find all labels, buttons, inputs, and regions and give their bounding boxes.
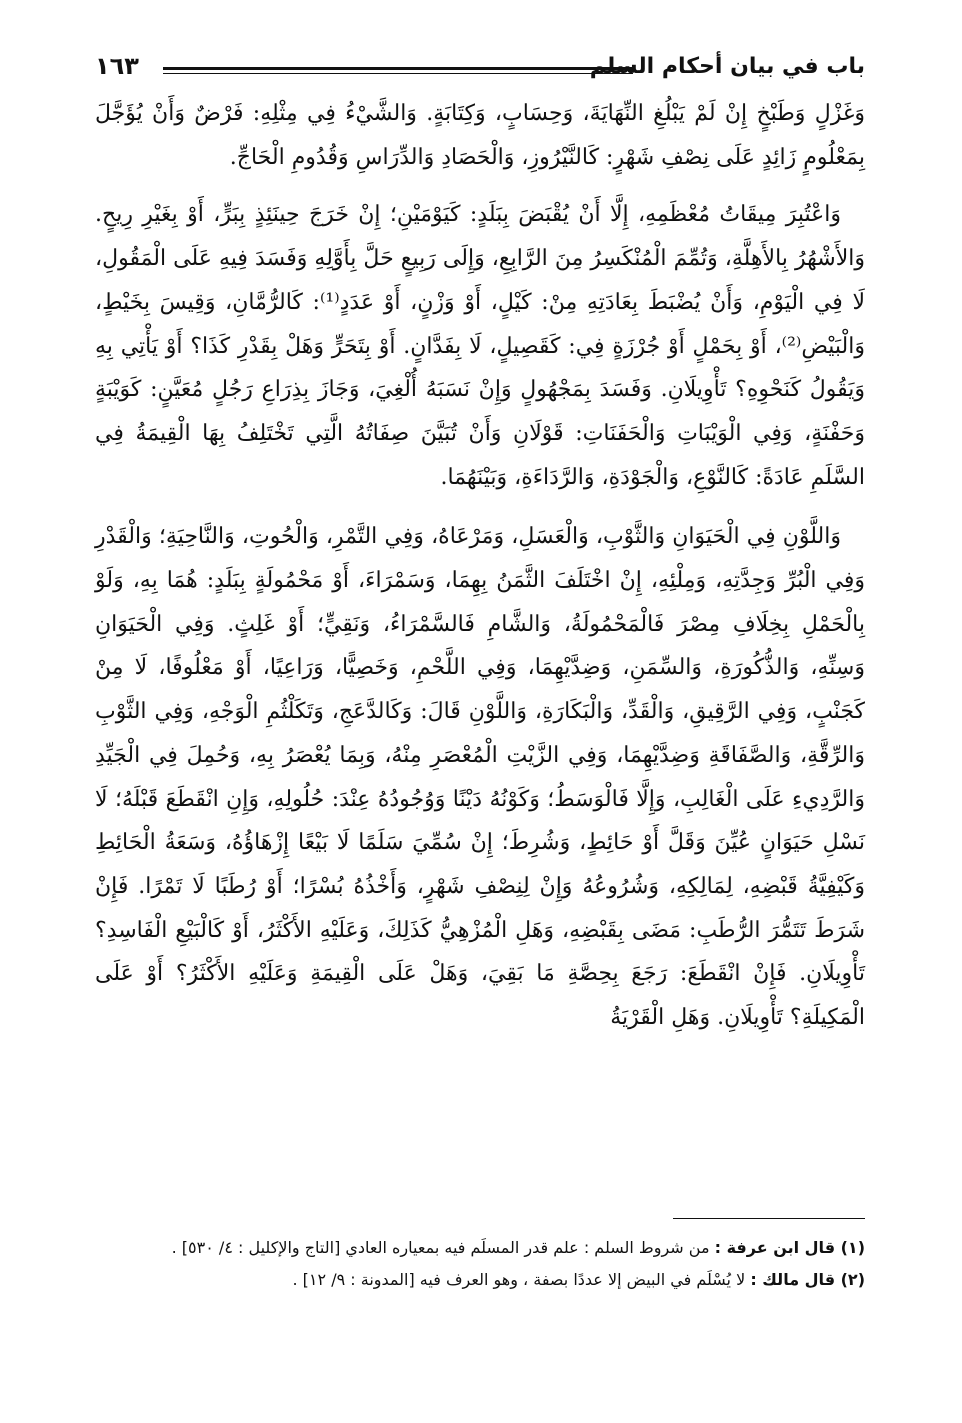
footnote-1 — [95, 1232, 865, 1264]
running-title: باب في بيان أحكام السلم — [589, 54, 865, 79]
paragraph-3: وَاللَّوْنِ فِي الْحَيَوَانِ وَالثَّوْبِ، وَالْعَسَلِ، وَمَرْعَاهُ، وَفِي التَّمْرِ، وَالْحُوتِ، وَالنَّاحِيَةِ؛ وَالْقَدْرِ وَفِي الْبُرِّ وَجِدَّتِهِ، وَمِلْئِهِ، إِنْ اخْتَلَفَ الثَّمَنُ بِهِمَا، وَسَمْرَاءَ، أَوْ مَحْمُولَةٍ بِبَلَدٍ: هُمَا بِهِ، وَلَوْ بِالْحَمْلِ بِخِلَافِ مِصْرَ فَالْمَحْمُولَةُ، وَالشَّامِ فَالسَّمْرَاءُ، وَنَقِيٍّ؛ أَوْ غَلِثٍ. وَفِي الْحَيَوَانِ وَسِنِّهِ، وَالذُّكُورَةِ، وَالسِّمَنِ، وَضِدَّيْهِمَا، وَفِي اللَّحْمِ، وَخَصِيًّا، وَرَاعِيًا، أَوْ مَعْلُوفًا، لَا مِنْ كَجَنْبٍ، وَفِي الرَّقِيقِ، وَالْقَدِّ، وَالْبَكَارَةِ، وَاللَّوْنِ قَالَ: وَكَالدَّعَجِ، وَتَكَلْثُمِ الْوَجْهِ، وَفِي الثَّوْبِ وَالرِّقَّةِ، وَالصَّفَاقَةِ وَضِدَّيْهِمَا، وَفِي الزَّيْتِ الْمُعْصَرِ مِنْهُ، وَبِمَا يُعْصَرُ بِهِ، وَحُمِلَ فِي الْجَيِّدِ وَالرَّدِيءِ عَلَى الْغَالِبِ، وَإِلَّا فَالْوَسَطُ؛ وَكَوْنُهُ دَيْنًا وَوُجُودُهُ عِنْدَ: حُلُولِهِ، وَإِنِ انْقَطَعَ قَبْلَهُ؛ لَا نَسْلِ حَيَوَانٍ عُيِّنَ وَقَلَّ أَوْ حَائِطٍ، وَشُرِطَ؛ إِنْ سُمِّيَ سَلَمًا لَا بَيْعًا إِزْهَاؤُهُ، وَسَعَةُ الْحَائِطِ وَكَيْفِيَّةُ قَبْضِهِ، لِمَالِكِهِ، وَشُرُوعُهُ وَإِنْ لِنِصْفِ شَهْرٍ، وَأَخْذُهُ بُسْرًا؛ أَوْ رُطَبًا لَا تَمْرًا. فَإِنْ شَرَطَ تَتَمُّرَ الرُّطَبِ: مَضَى بِقَبْضِهِ، وَهَلِ الْمُزْهِيُّ كَذَلِكَ، وَعَلَيْهِ الأَكْثَرُ، أَوْ كَالْبَيْعِ الْفَاسِدِ؟ تَأْوِيلَانِ. فَإِنْ انْقَطَعَ: رَجَعَ بِحِصَّةِ مَا بَقِيَ، وَهَلْ عَلَى الْقِيمَةِ وَعَلَيْهِ الأَكْثَرُ؟ أَوْ عَلَى الْمَكِيلَةِ؟ تَأْوِيلَانِ. وَهَلِ الْقَرْيَةُ — [95, 524, 865, 1031]
paragraph-2: وَاعْتُبِرَ مِيقَاتُ مُعْظَمِهِ، إِلَّا أَنْ يُقْبَضَ بِبَلَدٍ: كَيَوْمَيْنِ؛ إِنْ خَرَجَ حِينَئِذٍ بِبَرٍّ، أَوْ بِغَيْرِ رِيحٍ. وَالأَشْهُرُ بِالأَهِلَّةِ، وَتُمِّمَ الْمُنْكَسِرُ مِنَ الرَّابِعِ، وَإِلَى رَبِيعٍ حَلَّ بِأَوَّلِهِ وَفَسَدَ فِيهِ عَلَى الْمَقُولِ، لَا فِي الْيَوْمِ، وَأَنْ يُضْبَطَ بِعَادَتِهِ مِنْ: كَيْلٍ، أَوْ وَزْنٍ، أَوْ عَدَدٍ⁽¹⁾: كَالرُّمَّانِ، وَقِيسَ بِخَيْطٍ، وَالْبَيْضِ⁽²⁾، أَوْ بِحَمْلٍ أَوْ جُرْزَةٍ فِي: كَقَصِيلٍ، لَا بِفَدَّانٍ. أَوْ بِتَحَرٍّ وَهَلْ بِقَدْرِ كَذَا؟ أَوْ يَأْتِي بِهِ وَيَقُولُ كَنَحْوِهِ؟ تَأْوِيلَانِ. وَفَسَدَ بِمَجْهُولٍ وَإِنْ نَسَبَهُ أُلْغِيَ، وَجَازَ بِذِرَاعِ رَجُلٍ مُعَيَّنٍ: كَوَيْبَةٍ وَحَفْنَةٍ، وَفِي الْوَيْبَاتِ وَالْحَفَنَاتِ: قَوْلَانِ وَأَنْ تُبَيَّنَ صِفَاتُهُ الَّتِي تَخْتَلِفُ بِهَا الْقِيمَةُ فِي السَّلَمِ عَادَةً: كَالنَّوْعِ، وَالْجَوْدَةِ، وَالرَّدَاءَةِ، وَبَيْنَهُمَا. — [95, 202, 865, 490]
paragraph-1: وَغَزْلٍ وَطَبْخٍ إِنْ لَمْ يَبْلُغِ النِّهَايَةَ، وَحِسَابٍ، وَكِتَابَةٍ. وَالشَّيْءُ فِي مِثْلِهِ: فَرْضٌ وَأَنْ يُؤَجَّلَ بِمَعْلُومٍ زَائِدٍ عَلَى نِصْفِ شَهْرٍ: كَالنَّيْرُوزِ، وَالْحَصَادِ وَالدِّرَاسِ وَقُدُومِ الْحَاجِّ. — [95, 101, 865, 170]
footnote-2 — [95, 1264, 865, 1296]
main-text — [95, 92, 865, 1040]
header-rule — [163, 67, 633, 74]
footnote-separator — [673, 1218, 865, 1219]
footnote-text: من شروط السلم : علم قدر المسلَم فيه بمعياره العادي [التاج والإكليل : ٤/ ٥٣٠] . — [171, 1238, 710, 1257]
footnote-label: (٢) قال مالك : — [750, 1270, 865, 1289]
footnote-label: (١) قال ابن عرفة : — [714, 1238, 865, 1257]
footnotes — [95, 1232, 865, 1296]
page-header — [95, 52, 865, 88]
page-number: ١٦٣ — [95, 52, 139, 80]
footnote-text: لا يُسْلَم في البيض إلا عددًا بصفة ، وهو العرف فيه [المدونة : ٩/ ١٢] . — [292, 1270, 746, 1289]
